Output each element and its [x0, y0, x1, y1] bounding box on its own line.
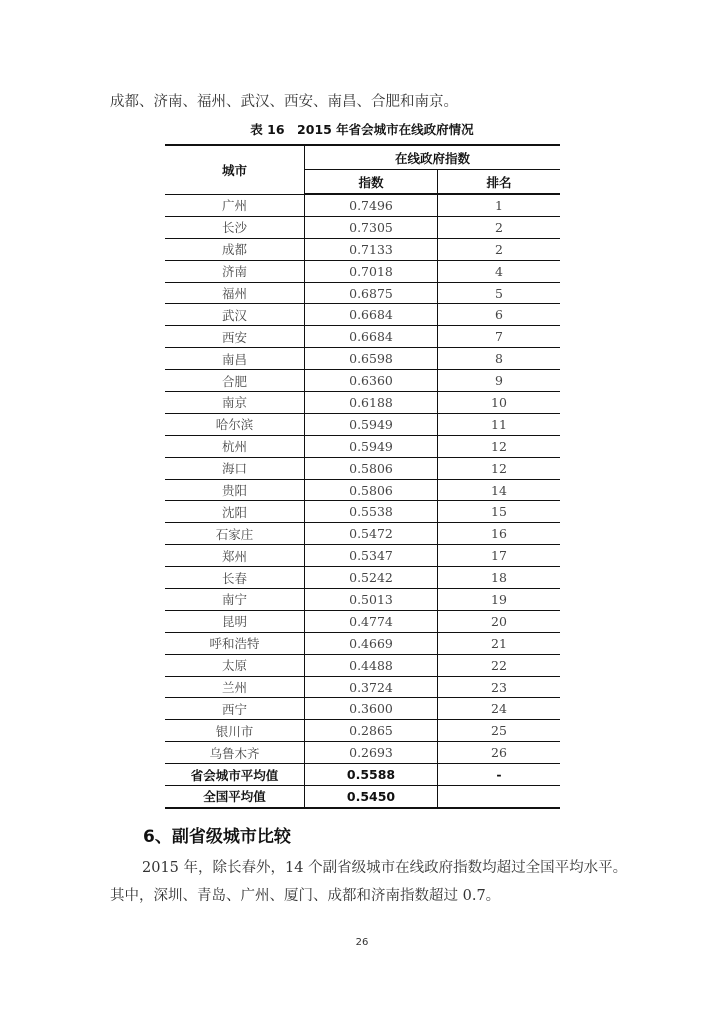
table-row	[165, 610, 560, 632]
index-cell: 0.5242	[305, 567, 438, 589]
index-cell: 0.7018	[305, 260, 438, 282]
rank-cell: 14	[438, 479, 561, 501]
index-cell: 0.4774	[305, 610, 438, 632]
index-cell: 0.5450	[305, 786, 438, 808]
rank-cell: 20	[438, 610, 561, 632]
rank-cell: 4	[438, 260, 561, 282]
page-number: 26	[355, 937, 369, 948]
city-cell: 西宁	[165, 698, 305, 720]
index-cell: 0.5347	[305, 545, 438, 567]
city-cell: 长春	[165, 567, 305, 589]
city-cell: 南宁	[165, 589, 305, 611]
city-cell: 乌鲁木齐	[165, 742, 305, 764]
city-cell: 福州	[165, 282, 305, 304]
city-cell: 南昌	[165, 348, 305, 370]
index-cell: 0.6875	[305, 282, 438, 304]
index-cell: 0.4488	[305, 654, 438, 676]
index-cell: 0.2865	[305, 720, 438, 742]
rank-cell: 18	[438, 567, 561, 589]
table-row	[165, 304, 560, 326]
city-cell: 兰州	[165, 676, 305, 698]
index-cell: 0.6684	[305, 326, 438, 348]
rank-cell: 22	[438, 654, 561, 676]
city-cell: 西安	[165, 326, 305, 348]
index-cell: 0.6188	[305, 392, 438, 414]
city-cell: 太原	[165, 654, 305, 676]
city-cell: 成都	[165, 238, 305, 260]
index-cell: 0.3600	[305, 698, 438, 720]
index-cell: 0.7133	[305, 238, 438, 260]
rank-cell: 19	[438, 589, 561, 611]
table-row	[165, 742, 560, 764]
rank-cell: 2	[438, 238, 561, 260]
city-cell: 广州	[165, 194, 305, 216]
city-cell: 南京	[165, 392, 305, 414]
index-cell: 0.2693	[305, 742, 438, 764]
index-cell: 0.7305	[305, 216, 438, 238]
rank-cell: 10	[438, 392, 561, 414]
table-row	[165, 545, 560, 567]
index-cell: 0.5949	[305, 435, 438, 457]
rank-cell: -	[438, 764, 561, 786]
summary-row	[165, 786, 560, 808]
city-cell: 省会城市平均值	[165, 764, 305, 786]
table-row	[165, 720, 560, 742]
table-row	[165, 589, 560, 611]
rank-cell: 21	[438, 632, 561, 654]
city-cell: 沈阳	[165, 501, 305, 523]
rank-cell: 26	[438, 742, 561, 764]
city-cell: 呼和浩特	[165, 632, 305, 654]
table-row	[165, 282, 560, 304]
rank-cell: 9	[438, 370, 561, 392]
table-row	[165, 216, 560, 238]
table-row	[165, 567, 560, 589]
rank-cell: 8	[438, 348, 561, 370]
rank-cell: 5	[438, 282, 561, 304]
index-cell: 0.5806	[305, 457, 438, 479]
table-row	[165, 370, 560, 392]
city-cell: 郑州	[165, 545, 305, 567]
index-cell: 0.6598	[305, 348, 438, 370]
table-row	[165, 194, 560, 216]
table-row	[165, 698, 560, 720]
city-cell: 武汉	[165, 304, 305, 326]
rank-cell: 2	[438, 216, 561, 238]
rank-cell: 1	[438, 194, 561, 216]
header-city: 城市	[165, 145, 305, 194]
body-paragraph-line1: 2015 年，除长春外，14 个副省级城市在线政府指数均超过全国平均水平。	[142, 860, 628, 876]
city-cell: 昆明	[165, 610, 305, 632]
index-cell: 0.5013	[305, 589, 438, 611]
index-cell: 0.5472	[305, 523, 438, 545]
rank-cell: 24	[438, 698, 561, 720]
table-row	[165, 676, 560, 698]
table-row	[165, 479, 560, 501]
provincial-capitals-table	[165, 144, 560, 809]
city-cell: 合肥	[165, 370, 305, 392]
header-rank: 排名	[438, 170, 561, 195]
rank-cell: 7	[438, 326, 561, 348]
rank-cell: 6	[438, 304, 561, 326]
city-cell: 银川市	[165, 720, 305, 742]
table-row	[165, 413, 560, 435]
city-cell: 长沙	[165, 216, 305, 238]
city-cell: 贵阳	[165, 479, 305, 501]
index-cell: 0.6360	[305, 370, 438, 392]
table-row	[165, 632, 560, 654]
body-paragraph-line2: 其中，深圳、青岛、广州、厦门、成都和济南指数超过 0.7。	[110, 888, 501, 904]
index-cell: 0.5588	[305, 764, 438, 786]
intro-paragraph: 成都、济南、福州、武汉、西安、南昌、合肥和南京。	[110, 94, 458, 110]
section-heading: 6、副省级城市比较	[143, 827, 291, 847]
index-cell: 0.7496	[305, 194, 438, 216]
table-row	[165, 501, 560, 523]
rank-cell: 15	[438, 501, 561, 523]
index-cell: 0.4669	[305, 632, 438, 654]
header-index: 指数	[305, 170, 438, 195]
rank-cell: 25	[438, 720, 561, 742]
city-cell: 海口	[165, 457, 305, 479]
table-row	[165, 326, 560, 348]
city-cell: 哈尔滨	[165, 413, 305, 435]
rank-cell: 12	[438, 435, 561, 457]
index-cell: 0.6684	[305, 304, 438, 326]
city-cell: 石家庄	[165, 523, 305, 545]
table-row	[165, 238, 560, 260]
index-cell: 0.3724	[305, 676, 438, 698]
table-row	[165, 260, 560, 282]
city-cell: 杭州	[165, 435, 305, 457]
table-row	[165, 457, 560, 479]
index-cell: 0.5538	[305, 501, 438, 523]
rank-cell: 23	[438, 676, 561, 698]
city-cell: 全国平均值	[165, 786, 305, 808]
table-row	[165, 435, 560, 457]
table-row	[165, 654, 560, 676]
city-cell: 济南	[165, 260, 305, 282]
rank-cell: 12	[438, 457, 561, 479]
rank-cell	[438, 786, 561, 808]
table-row	[165, 348, 560, 370]
header-online-gov-index: 在线政府指数	[305, 145, 561, 170]
index-cell: 0.5806	[305, 479, 438, 501]
rank-cell: 17	[438, 545, 561, 567]
rank-cell: 11	[438, 413, 561, 435]
summary-row	[165, 764, 560, 786]
table-row	[165, 392, 560, 414]
index-cell: 0.5949	[305, 413, 438, 435]
table-caption: 表 16 2015 年省会城市在线政府情况	[250, 122, 474, 137]
table-row	[165, 523, 560, 545]
rank-cell: 16	[438, 523, 561, 545]
